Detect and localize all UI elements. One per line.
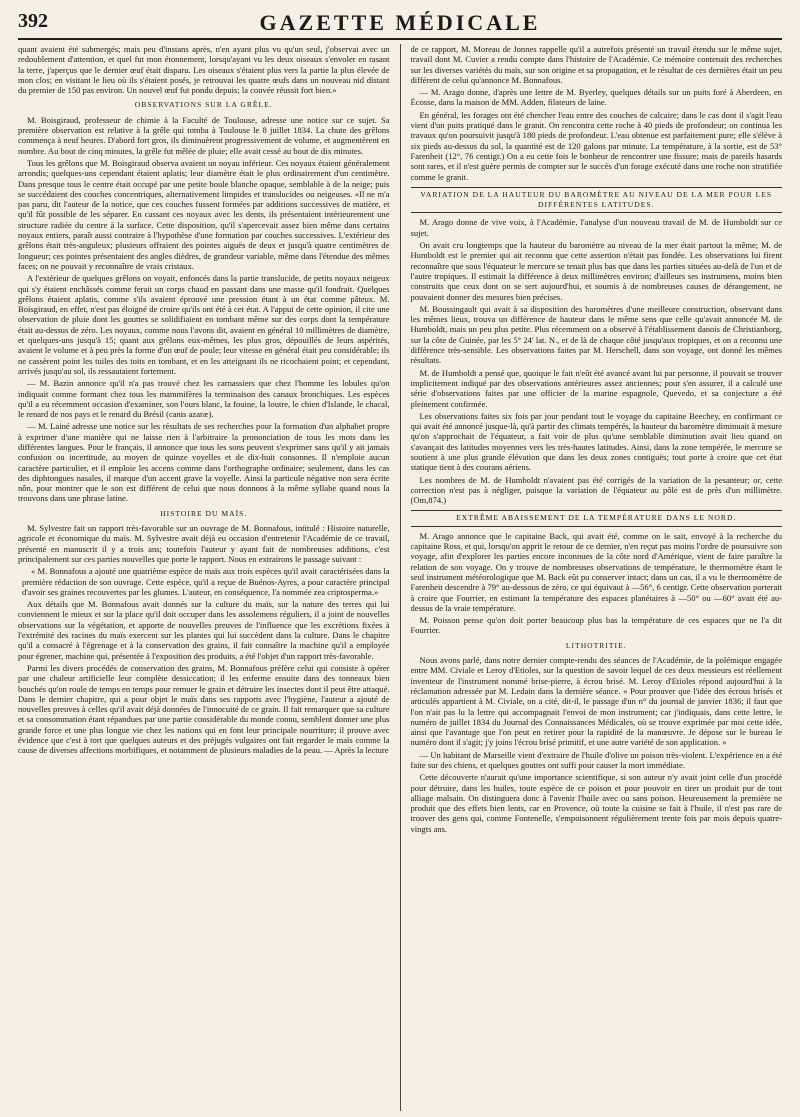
section-heading-grele: OBSERVATIONS SUR LA GRÊLE. — [134, 100, 273, 110]
paragraph: — M. Arago donne, d'après une lettre de M. Byerley, quelques détails sur un puits foré à Aberdeen, en Écosse, dans la maison de MM. Adden, filateurs de laine. — [410, 87, 782, 108]
paragraph: Nous avons parlé, dans notre dernier compte-rendu des séances de l'Académie, de la polémique engagée entre MM. Civiale et Leroy d'Etioles, sur la question de savoir lequel de ces deux messieurs est réellement inventeur de l'instrument nommé brise-pierre, à écrou brisé. M. Leroy d'Etioles répond aujourd'hui à la réclamation adressée par M. Ledain dans la dernière séance. « Pour prouver que l'idée des écrous brisés et articulés appartient à M. Civiale, on a cité, dit-il, le passage d'un n° du journal de janvier 1836; il faut que l'on n'ait pas lu la lettre qui accompagnait l'envoi de mon instrument; car j'indiquais, dans cette lettre, le numéro de juillet 1834 du Journal des Connaissances Médicales, où se trouve exprimée par moi cette idée, ainsi que l'avantage que l'on peut en retirer pour la rapidité de la manœuvre. Je dépose sur le bureau le numéro dont il s'agit; j'y joins l'écrou brisé primitif, et une autre variété de son application. » — [410, 655, 782, 748]
paragraph: M. Boussingault qui avait à sa disposition des baromètres d'une meilleure construction, observant dans les mêmes lieux, trouva un différence de hauteur dans le même sens que celle qu'avait annoncée M. de Humboldt, mais un peu plus petite. Plus récemment on a observé à l'établissement danois de Christianborg, sur la côte de Guinée, par les 5° 24' lat. N., et de là de chaque côté jusqu'aux tropiques, et on a reconnu une différence très-sensible. Les observations faites par M. Herschell, dans son voyage, ont donné les mêmes résultats. — [410, 303, 782, 366]
quoted-paragraph: « M. Bonnafous a ajouté une quatrième espèce de maïs aux trois espèces qu'il avait caractérisées dans la première rédaction de son ouvrage. Cette espèce, qu'il a reçue de Buénos-Ayres, a pour caractère principal d'avoir ses graines recouvertes par les glumes. L'auteur, en conséquence, l'a nommée zea criptosperma.» — [22, 566, 390, 597]
section-heading-temperature: EXTRÊME ABAISSEMENT DE LA TEMPÉRATURE DANS LE NORD. — [411, 510, 783, 526]
paragraph: Aux détails que M. Bonnafous avait donnés sur la culture du maïs, sur la nature des terres qui lui conviennent le mieux et sur la place qu'il doit occuper dans les assolemens réguliers, il a joint de nouvelles observations sur la végétation, et apporte de nouvelles preuves de l'influence que les excrétions fixées à l'extrémité des racines du maïs exercent sur les plantes qui lui succèdent dans la culture. Dans le chapitre qu'il a consacré à l'égrenage et à la conservation des grains, il fait connaître la machine qu'il a employée pour égrener, machine qui, présentée à l'exposition des produits, a été l'objet d'un rapport très-favorable. — [18, 599, 390, 661]
left-column — [18, 44, 390, 1111]
paragraph: M. Sylvestre fait un rapport très-favorable sur un ouvrage de M. Bonnafous, intitulé : Histoire naturelle, agricole et économique du maïs. M. Sylvestre avait déjà eu occasion d'entretenir l'Académie de ce travail, présenté en manuscrit il y a trois ans; toutefois l'auteur y ayant fait de nombreuses additions, c'est principalement sur ces parties nouvelles que porte le rapport. Nous en extrairons le passage suivant : — [18, 523, 390, 564]
paragraph: M. Poisson pense qu'on doit porter beaucoup plus bas la température de ces espaces que ne l'a dit Fourrier. — [410, 615, 782, 636]
paragraph: — Un habitant de Marseille vient d'extraire de l'huile d'olive un poison très-violent. L'expérience en a été faite sur des chiens, et quelques gouttes ont suffi pour causer la mort immédiate. — [410, 749, 782, 770]
paragraph: M. Boisgiraud, professeur de chimie à la Faculté de Toulouse, adresse une notice sur ce sujet. Sa première observation est relative à la grêle qui tomba à Toulouse le 8 juillet 1834. La chute des grêlons commença à neuf heures. D'abord fort gros, ils diminuèrent progressivement de volume, et augmentèrent en nombre. Au bout de cinq minutes, la grêle fut mêlée de pluie; elle avait cessé au bout de dix minutes. — [18, 114, 390, 156]
paragraph: En général, les forages ont été chercher l'eau entre des couches de calcaire; dans le cas dont il s'agit l'eau vient d'un puits pratiqué dans le granit. On rencontra cette roche à 40 pieds de profondeur; on continua les travaux qu'on poursuivit jusqu'à 180 pieds de profondeur. L'eau obtenue est parfaitement pure; elle s'élève à six pieds au-dessus du sol, la quantité est de 120 galons par minute. La température, à la sortie, est de 53° Farenheit (12°, 76 centigr.) On a eu cette fois le bonheur de rencontrer une fissure; mais de pareils hasards sont rares, et il n'est guère permis de compter sur le succès d'un forage exécuté dans une roche non stratifiée comme le granit. — [410, 109, 782, 182]
column-divider — [400, 44, 401, 1111]
page-number: 392 — [18, 10, 48, 32]
paragraph: Cette découverte n'aurait qu'une importance scientifique, si son auteur n'y avait joint celle d'un procédé pour détruire, dans les huiles, toute espèce de ce poison et pour pouvoir en tirer un produit pur de tout alliage malsain. On distinguera donc à l'avenir l'huile avec ou sans poison. Heureusement la première ne produit que des effets bien lents, car en Provence, où toute la cuisine se fait à l'huile, il n'est pas rare de trouver des gens qui, comme Fontenelle, s'empoisonnent régulièrement trente fois par mois depuis quatre-vingts ans. — [410, 772, 782, 834]
article-columns — [18, 44, 782, 1111]
paragraph: Parmi les divers procédés de conservation des grains, M. Bonnafous préfère celui qui consiste à opérer par une chaleur artificielle leur complète dessiccation; il les enferme ensuite dans des tonneaux bien bouchés qu'on roule de temps en temps pour remuer le grain et détruire les insectes dont il peut être attaqué. Dans le dernier chapitre, qui a pour objet le maïs dans ses rapports avec l'hygiène, l'auteur a ajouté de nouvelles preuves à celles qu'il avait déjà données de l'innocuité de ce grain. Il fait remarquer que sa culture et sa consommation étant répandues par une partie considérable du monde connu, semblent donner une plus grande force et une plus longue vie chez les nations qui en font leur principale nourriture; il prouve avec évidence que c'est à tort que quelques auteurs et des préjugés vulgaires ont fait regarder le maïs comme la cause de diverses affections morbifiques, et notamment de plusieurs maladies de la peau. — Après la lecture — [18, 662, 390, 756]
paragraph: Tous les grêlons que M. Boisgiraud observa avaient un noyau inférieur. Ces noyaux étaient généralement arrondis; quelques-uns cependant étaient aplatis; leur diamètre était le plus ordinairement d'un centimètre. Dans presque tous le centre était occupé par une petite boule blanche opaque, semblable à de la neige; puis se succédaient des couches concentriques, alternativement limpides et translucides ou neigeuses. «Il ne m'a pas paru, dit l'auteur de la notice, que ces couches fussent formées par additions successives de matière, et qu'il fût possible de les séparer. En cassant ces noyaux avec les dents, ils présentaient intérieurement une structure radiée du centre à la surface. Cette disposition, qu'il s'apercevait assez bien même dans certains noyaux entiers, paraît aussi contraire à l'hypothèse d'une formation par couches successives. L'extérieur des grêlons était très-anguleux; plusieurs offraient des pointes aiguës de deux et jusqu'à quatre centimètres de longueur; ces pointes présentaient des angles dièdres, de grandeur variable, même dans l'étendue des mêmes faces; on ne pouvait y reconnaître de vrais cristaux. — [18, 157, 390, 271]
right-column — [411, 44, 783, 1111]
paragraph: M. Arago annonce que le capitaine Back, qui avait été, comme on le sait, envoyé à la recherche du capitaine Ross, et qui, lorsqu'on apprit le retour de ce dernier, n'en reçut pas moins l'ordre de poursuivre son voyage, afin d'explorer les parties encore inconnues de la côte nord d'Amérique, vient de faire paraître la relation de son voyage. On y trouve de nombreuses observations de température, le thermomètre étant le seul instrument météorologique que M. Back eût pu conserver intact; dans un cas, il a vu le thermomètre de Farenheit descendre à 79° au-dessous de zéro, ce qui équivaut à —56°, 6 centigr. Cette observation porterait à croire que Fourrier, en estimant la température des espaces planétaires à —50° ou —60° avait été au-dessus de la vraie température. — [410, 530, 782, 613]
paragraph: On avait cru longtemps que la hauteur du baromètre au niveau de la mer était partout la même; M. de Humboldt est le premier qui ait reconnu que cette assertion n'était pas fondée. Les observations lui firent reconnaître que sous l'équateur le mercure se tenait plus bas que dans les parties situées au-delà de l'un et de l'autre tropiques. Il estimait la différence à deux millimètres environ; d'ailleurs ses instrumens, moins bien construits que ceux dont on se sert aujourd'hui, et soumis à de nombreuses causes de dérangement, ne pouvaient donner des mesures bien précises. — [410, 240, 782, 302]
journal-title: GAZETTE MÉDICALE — [259, 10, 541, 35]
page-header — [18, 8, 782, 40]
section-heading-mais: HISTOIRE DU MAÏS. — [160, 508, 248, 518]
section-heading-barometre: VARIATION DE LA HAUTEUR DU BAROMÈTRE AU NIVEAU DE LA MER POUR LES DIFFÉRENTES LATITUDES. — [411, 187, 783, 214]
paragraph: Les observations faites six fois par jour pendant tout le voyage du capitaine Beechey, en confirmant ce qui avait été annoncé jusque-là, qu'à partir des climats tempérés, la hauteur du baromètre diminuait à mesure qu'on s'approchait de l'équateur, a fait voir de plus qu'une semblable diminution avait lieu quand on s'avançait des latitudes moyennes vers les très-hautes latitudes. Ainsi, dans la zone tempérée, le mercure se soutient à une plus grande élévation que dans les deux zones contiguës; tout porte à croire que cet état statique tient à des courans aériens. — [410, 410, 782, 473]
paragraph: quant avaient été submergés; mais peu d'instans après, n'en ayant plus vu qu'un seul, j'observai avec un redoublement d'attention, et quel fut mon étonnement, lorsqu'ayant vu les deux oiseaux s'envoler en rasant la terre, j'aperçus que le dernier œuf était disparu. Les oiseaux s'étaient plus vers la partie la plus élevée de mon clos; en visitant le lieu où ils s'étaient posés, je retrouvai les quatre œufs dans un nouveau nid distant du premier de 150 pas environ. Un nouvel œuf fut pondu depuis; la couvée réussit fort bien.» — [18, 44, 390, 96]
paragraph: M. de Humboldt a pensé que, quoique le fait n'eût été avancé avant lui par personne, il pouvait se trouver implicitement indiqué par des observations antérieures assez anciennes; pour s'en assurer, il a calculé une série d'observations faites par une officier de la marine espagnole, Quevedo, et sa conjecture a été pleinement confirmée. — [410, 367, 782, 409]
paragraph: — M. Bazin annonce qu'il n'a pas trouvé chez les carnassiers que chez l'homme les lobules qu'on indiquait comme formant chez tous les mammifères la terminaison des canaux bronchiques. Les espèces qu'il a eu récemment occasion d'examiner, son l'ours blanc, la fouine, la loutre, le chien d'Islande, le chacal, le renard de nos pays et le renard du Brésil (canis azaræ). — [18, 378, 390, 420]
paragraph: de ce rapport, M. Moreau de Jonnes rappelle qu'il a autrefois présenté un travail étendu sur le même sujet, travail dont M. Cuvier a rendu compte dans l'histoire de l'Académie. Ce mémoire contenait des recherches sur les diverses variétés du maïs, sur son origine et sa propagation, et le résultat de ces dernières était un peu différent de celui qu'annonce M. Bonnafous. — [410, 44, 782, 85]
paragraph: Les nombres de M. de Humboldt n'avaient pas été corrigés de la variation de la pesanteur; or, cette correction n'est pas à négliger, puisque la variation de l'équateur au pôle est de près d'un millimètre. (Om,874.) — [410, 474, 782, 506]
paragraph: A l'extérieur de quelques grêlons on voyait, enfoncés dans la partie translucide, de petits noyaux neigeux qui s'y étaient enchâssés comme ferait un corps chaud en passant dans une masse qu'il fondrait. Quelques grêlons étaient aplatis, comme s'ils avaient éprouvé une pression étant à un état comme pâteux. M. Boisgiraud, en effet, n'est pas éloigné de croire qu'ils ont été à cet état. A l'appui de cette opinion, il cite une observation de pluie dont les gouttes se solidifiaient en tombant même sur des corps dont la température était au-dessus de zéro. Les noyaux, comme nous l'avons dit, avaient en général 10 millimètres de diamètre, et quelques-uns jusqu'à 15; quant aux grêlons eux-mêmes, les plus gros, dépouillés de leurs aspérités, avaient le volume et à peu près la forme d'un œuf de poule; leur vitesse en général était peu considérable; ils ne cassèrent point les tuiles des toits en tombant, et en les atteignant ils ne ricochaient point; et cependant, arrivés jusqu'au sol, ils ressautaient fortement. — [18, 273, 390, 376]
paragraph: — M. Lainé adresse une notice sur les résultats de ses recherches pour la formation d'un alphabet propre à exprimer d'une manière qui ne laisse rien à l'arbitraire la prononciation de tous les mots dans les différentes langues. Pour le français, il annonce que tous les sons peuvent s'exprimer sans qu'il y ait jamais confusion ou incertitude, au moyen de quinze voyelles et de dix-huit consonnes. Il n'emploie aucun caractère particulier, et il emploie les accens comme dans l'orthographe ordinaire; seulement, dans les cas des diphtongues nasales, il marque d'un accent grave la voyelle. Ainsi la particule négative non sera écrite nôn, pour montrer que le son est différent de celui que nous donnons à la même syllabe quand nous la trouvons dans une phrase latine. — [18, 421, 390, 504]
paragraph: M. Arago donne de vive voix, à l'Académie, l'analyse d'un nouveau travail de M. de Humboldt sur ce sujet. — [410, 217, 782, 238]
section-heading-lithotritie: LITHOTRITIE. — [565, 640, 627, 650]
